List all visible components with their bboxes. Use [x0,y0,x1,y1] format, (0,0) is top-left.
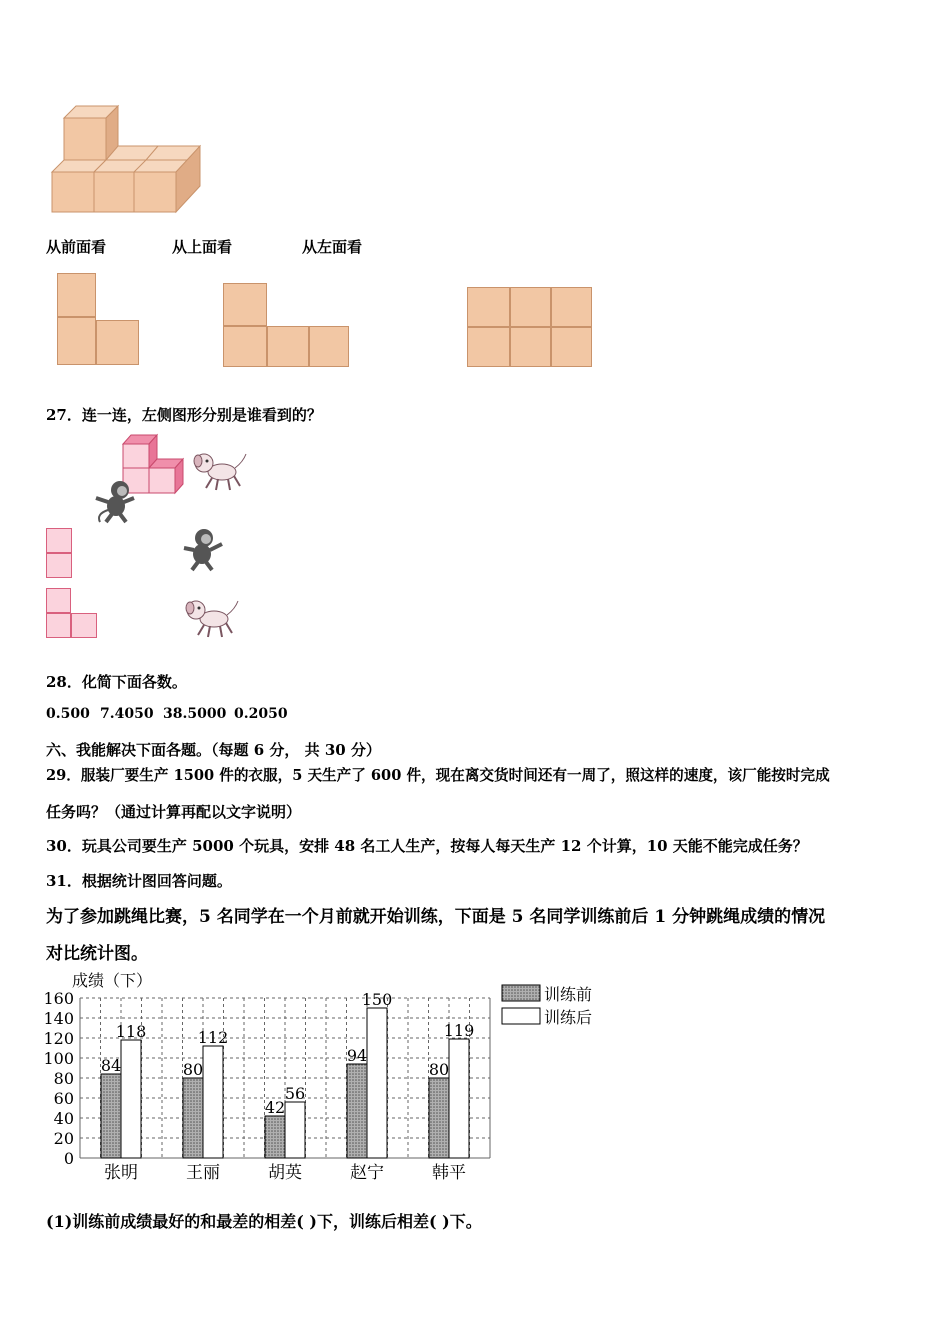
question-27: 27．连一连，左侧图形分别是谁看到的？ [46,406,322,424]
y-tick-label: 80 [53,1069,74,1088]
y-tick-label: 160 [43,989,74,1008]
dog-icon [190,448,248,492]
bar-before [347,1064,367,1158]
bar-value-label: 84 [100,1056,122,1075]
legend-swatch-before [502,985,540,1001]
question-31-title: 31．根据统计图回答问题。 [46,872,232,890]
bar-value-label: 80 [182,1060,204,1079]
y-tick-label: 40 [53,1109,74,1128]
legend-after-label: 训练后 [544,1008,593,1027]
bar-value-label: 56 [284,1084,306,1103]
bar-after [449,1039,469,1158]
bar-after [285,1102,305,1158]
bar-value-label: 80 [428,1060,450,1079]
bar-value-label: 94 [346,1046,368,1065]
bar-after [203,1046,223,1158]
y-tick-label: 0 [63,1149,74,1168]
legend-swatch-after [502,1008,540,1024]
question-31-intro-line2: 对比统计图。 [46,944,148,964]
x-category-label: 韩平 [432,1163,466,1183]
y-tick-label: 60 [53,1089,74,1108]
bar-value-label: 150 [361,990,393,1009]
question-29-line2: 任务吗？（通过计算再配以文字说明） [46,803,302,821]
decimal-item: 0.2050 [234,706,288,722]
decimal-item: 38.5000 [163,706,227,722]
bar-before [429,1078,449,1158]
y-tick-label: 20 [53,1129,74,1148]
bar-value-label: 42 [264,1098,286,1117]
bar-before [101,1074,121,1158]
view-front-label: 从前面看 [46,238,107,256]
bar-after [367,1008,387,1158]
bar-before [265,1116,285,1158]
x-category-label: 王丽 [186,1163,220,1183]
monkey-icon [92,478,138,524]
view-left-label: 从左面看 [302,238,363,256]
legend-before-label: 训练前 [544,985,593,1004]
bar-before [183,1078,203,1158]
bar-after [121,1040,141,1158]
decimal-item: 0.500 [46,706,90,722]
bar-value-label: 112 [197,1028,229,1047]
decimal-item: 7.4050 [100,706,154,722]
x-category-label: 赵宁 [350,1163,384,1183]
question-28: 28．化简下面各数。 [46,673,187,691]
x-category-label: 张明 [104,1163,138,1183]
y-tick-label: 100 [43,1049,74,1068]
y-tick-label: 140 [43,1009,74,1028]
monkey-option-icon[interactable] [180,526,226,572]
bar-value-label: 118 [115,1022,147,1041]
section-6-title: 六、我能解决下面各题。（每题 6 分， 共 30 分） [46,741,381,759]
dog-option-icon[interactable] [182,595,240,639]
question-30: 30．玩具公司要生产 5000 个玩具，安排 48 名工人生产，按每人每天生产 12 个计算，10 天能不能完成任务？ [46,837,808,855]
question-31-sub1: (1)训练前成绩最好的和最差的相差( )下，训练后相差( )下。 [46,1212,482,1231]
x-category-label: 胡英 [268,1163,302,1183]
y-tick-label: 120 [43,1029,74,1048]
chart-ylabel: 成绩（下） [72,971,153,990]
bar-chart [40,968,620,1188]
view-top-label: 从上面看 [172,238,233,256]
cube-figure-3d [50,100,210,215]
question-31-intro-line1: 为了参加跳绳比赛，5 名同学在一个月前就开始训练，下面是 5 名同学训练前后 1 分钟跳绳成绩的情况 [46,907,826,927]
bar-value-label: 119 [443,1021,475,1040]
question-29-line1: 29．服装厂要生产 1500 件的衣服，5 天生产了 600 件，现在离交货时间还有一周了，照这样的速度，该厂能按时完成 [46,767,830,784]
